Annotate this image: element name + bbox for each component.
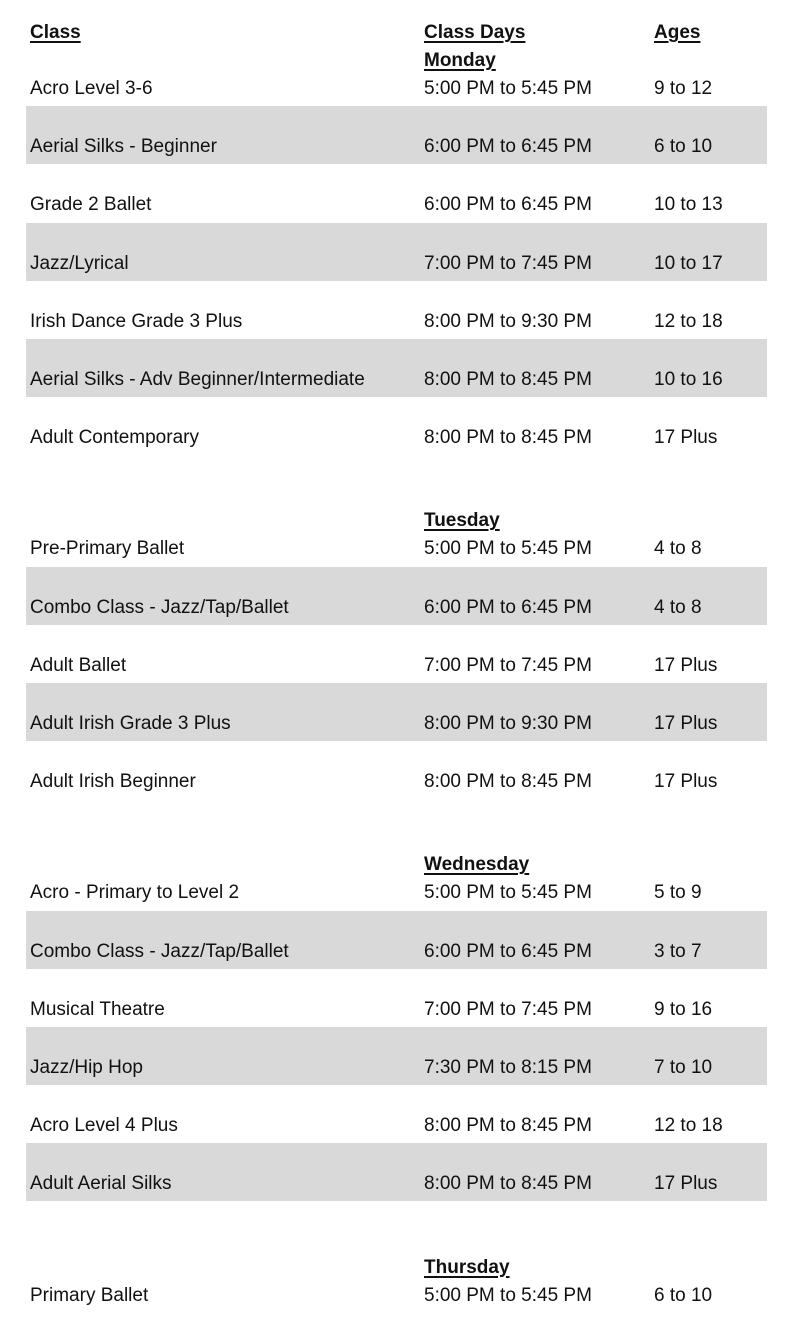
table-row	[26, 106, 767, 164]
class-time: 5:00 PM to 5:45 PM	[424, 78, 592, 99]
class-ages: 12 to 18	[654, 1115, 723, 1137]
class-time: 7:00 PM to 7:45 PM	[424, 252, 592, 274]
class-name: Adult Aerial Silks	[30, 1173, 172, 1195]
class-ages: 17 Plus	[654, 427, 718, 449]
class-ages: 17 Plus	[654, 771, 718, 793]
class-ages: 17 Plus	[654, 713, 718, 734]
table-row	[26, 969, 767, 1027]
table-row	[26, 397, 767, 455]
table-row	[26, 223, 767, 281]
class-name: Adult Irish Grade 3 Plus	[30, 713, 231, 734]
class-ages: 10 to 17	[654, 252, 723, 274]
class-time: 6:00 PM to 6:45 PM	[424, 136, 592, 158]
header-class-days: Class Days	[424, 22, 526, 43]
class-name: Jazz/Hip Hop	[30, 1057, 143, 1078]
class-name: Irish Dance Grade 3 Plus	[30, 310, 243, 332]
class-time: 8:00 PM to 9:30 PM	[424, 713, 592, 734]
class-time: 5:00 PM to 5:45 PM	[424, 1284, 592, 1306]
class-ages: 4 to 8	[654, 538, 702, 560]
table-row	[26, 567, 767, 625]
class-ages: 9 to 16	[654, 998, 713, 1020]
class-name: Adult Ballet	[30, 654, 127, 676]
class-ages: 9 to 12	[654, 78, 713, 99]
class-name: Jazz/Lyrical	[30, 252, 129, 274]
class-name: Primary Ballet	[30, 1284, 149, 1306]
class-name: Acro Level 4 Plus	[30, 1115, 178, 1137]
class-ages: 3 to 7	[654, 940, 702, 962]
class-time: 8:00 PM to 8:45 PM	[424, 369, 592, 390]
class-name: Combo Class - Jazz/Tap/Ballet	[30, 596, 289, 618]
class-ages: 5 to 9	[654, 882, 702, 904]
class-time: 6:00 PM to 6:45 PM	[424, 940, 592, 962]
class-ages: 12 to 18	[654, 310, 723, 332]
table-row	[26, 164, 767, 222]
class-name: Acro - Primary to Level 2	[30, 882, 240, 904]
table-row	[26, 1143, 767, 1201]
class-time: 8:00 PM to 8:45 PM	[424, 1115, 592, 1137]
table-row	[26, 508, 767, 566]
table-row	[26, 339, 767, 397]
class-time: 7:30 PM to 8:15 PM	[424, 1057, 592, 1078]
class-ages: 7 to 10	[654, 1057, 713, 1078]
class-time: 8:00 PM to 9:30 PM	[424, 310, 592, 332]
table-row	[26, 1255, 767, 1313]
header-ages: Ages	[654, 22, 701, 43]
table-row	[26, 1085, 767, 1143]
table-row	[26, 683, 767, 741]
table-row	[26, 741, 767, 799]
table-row	[26, 911, 767, 969]
class-time: 5:00 PM to 5:45 PM	[424, 538, 592, 560]
class-time: 8:00 PM to 8:45 PM	[424, 1173, 592, 1195]
table-row	[26, 852, 767, 910]
day-label: Tuesday	[424, 510, 500, 532]
table-row	[26, 48, 767, 106]
class-time: 6:00 PM to 6:45 PM	[424, 194, 592, 216]
class-name: Musical Theatre	[30, 998, 165, 1020]
class-time: 8:00 PM to 8:45 PM	[424, 771, 592, 793]
class-name: Aerial Silks - Beginner	[30, 136, 217, 158]
table-row	[26, 1027, 767, 1085]
header-class: Class	[30, 22, 81, 43]
day-label: Monday	[424, 50, 496, 71]
class-time: 7:00 PM to 7:45 PM	[424, 654, 592, 676]
class-ages: 17 Plus	[654, 1173, 718, 1195]
class-ages: 4 to 8	[654, 596, 702, 618]
table-row	[26, 281, 767, 339]
class-ages: 10 to 13	[654, 194, 723, 216]
class-ages: 10 to 16	[654, 369, 723, 390]
class-name: Pre-Primary Ballet	[30, 538, 185, 560]
class-name: Grade 2 Ballet	[30, 194, 152, 216]
table-row	[26, 625, 767, 683]
class-time: 5:00 PM to 5:45 PM	[424, 882, 592, 904]
class-name: Aerial Silks - Adv Beginner/Intermediate	[30, 369, 365, 390]
class-ages: 6 to 10	[654, 136, 713, 158]
class-ages: 17 Plus	[654, 654, 718, 676]
class-time: 8:00 PM to 8:45 PM	[424, 427, 592, 449]
class-time: 7:00 PM to 7:45 PM	[424, 998, 592, 1020]
class-name: Adult Contemporary	[30, 427, 199, 449]
day-label: Wednesday	[424, 854, 530, 876]
day-label: Thursday	[424, 1256, 510, 1278]
class-name: Combo Class - Jazz/Tap/Ballet	[30, 940, 289, 962]
class-ages: 6 to 10	[654, 1284, 713, 1306]
class-name: Acro Level 3-6	[30, 78, 153, 99]
class-name: Adult Irish Beginner	[30, 771, 196, 793]
class-time: 6:00 PM to 6:45 PM	[424, 596, 592, 618]
